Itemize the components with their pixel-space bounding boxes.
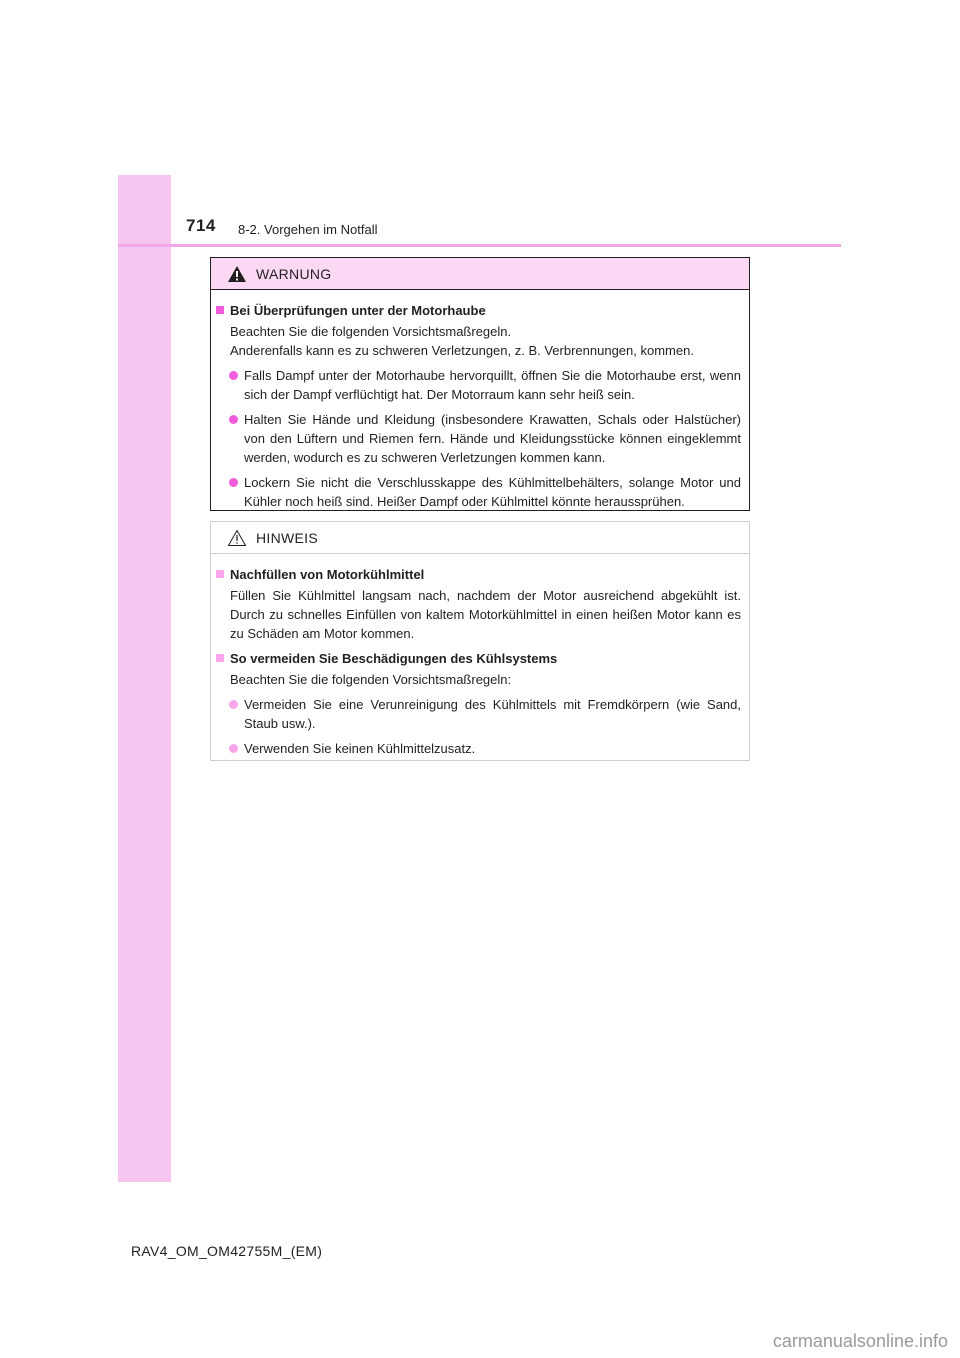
square-bullet-icon [216, 654, 224, 662]
warning-bullet: Lockern Sie nicht die Verschlusskappe des Kühlmittelbehälters, solange Motor und Kühler noch heiß sind. Heißer Dampf oder Kühlmittel könnte heraussprühen. [216, 473, 741, 511]
round-bullet-icon [229, 478, 238, 487]
square-bullet-icon [216, 306, 224, 314]
watermark: carmanualsonline.info [772, 1331, 948, 1351]
notice-text: Füllen Sie Kühlmittel langsam nach, nachdem der Motor ausreichend abgekühlt ist. Durch zu schnelles Einfüllen von kaltem Motorkühlmittel in einen heißen Motor kann es zu Schäden am Motor kommen. [230, 588, 741, 641]
warning-bullet: Halten Sie Hände und Kleidung (insbesondere Krawatten, Schals oder Halstücher) von den Lüftern und Riemen fern. Hände und Kleidungsstücke können eingeklemmt werden, wodurch es zu schweren Verletzungen kommen kann. [216, 410, 741, 467]
round-bullet-icon [229, 700, 238, 709]
notice-bullet: Vermeiden Sie eine Verunreinigung des Kühlmittels mit Fremdkörpern (wie Sand, Staub usw.). [216, 695, 741, 733]
notice-text: Beachten Sie die folgenden Vorsichtsmaßregeln: [230, 672, 512, 687]
warning-bullet: Falls Dampf unter der Motorhaube hervorquillt, öffnen Sie die Motorhaube erst, wenn sich der Dampf verflüchtigt hat. Der Motorraum kann sehr heiß sein. [216, 366, 741, 404]
caution-outline-icon [227, 529, 247, 547]
page-number: 714 [186, 216, 216, 235]
notice-heading: Nachfüllen von Motorkühlmittel [216, 565, 741, 584]
side-tab-bar [118, 175, 171, 1182]
notice-bullet: Verwenden Sie keinen Kühlmittelzusatz. [216, 739, 741, 758]
notice-box [210, 521, 750, 761]
warning-line: Beachten Sie die folgenden Vorsichtsmaßregeln. [230, 324, 512, 339]
round-bullet-icon [229, 415, 238, 424]
square-bullet-icon [216, 570, 224, 578]
warning-line: Anderenfalls kann es zu schweren Verletzungen, z. B. Verbrennungen, kommen. [230, 343, 694, 358]
header-rule [118, 244, 841, 247]
warning-icon [227, 265, 247, 283]
warning-header [211, 258, 749, 290]
notice-heading: So vermeiden Sie Beschädigungen des Kühlsystems [216, 649, 741, 668]
notice-label: HINWEIS [256, 529, 318, 546]
warning-label: WARNUNG [256, 265, 332, 282]
document-code: RAV4_OM_OM42755M_(EM) [131, 1243, 323, 1259]
warning-heading: Bei Überprüfungen unter der Motorhaube [216, 301, 741, 320]
section-title: 8-2. Vorgehen im Notfall [238, 222, 378, 237]
round-bullet-icon [229, 744, 238, 753]
notice-header [211, 522, 749, 554]
warning-box [210, 257, 750, 511]
round-bullet-icon [229, 371, 238, 380]
